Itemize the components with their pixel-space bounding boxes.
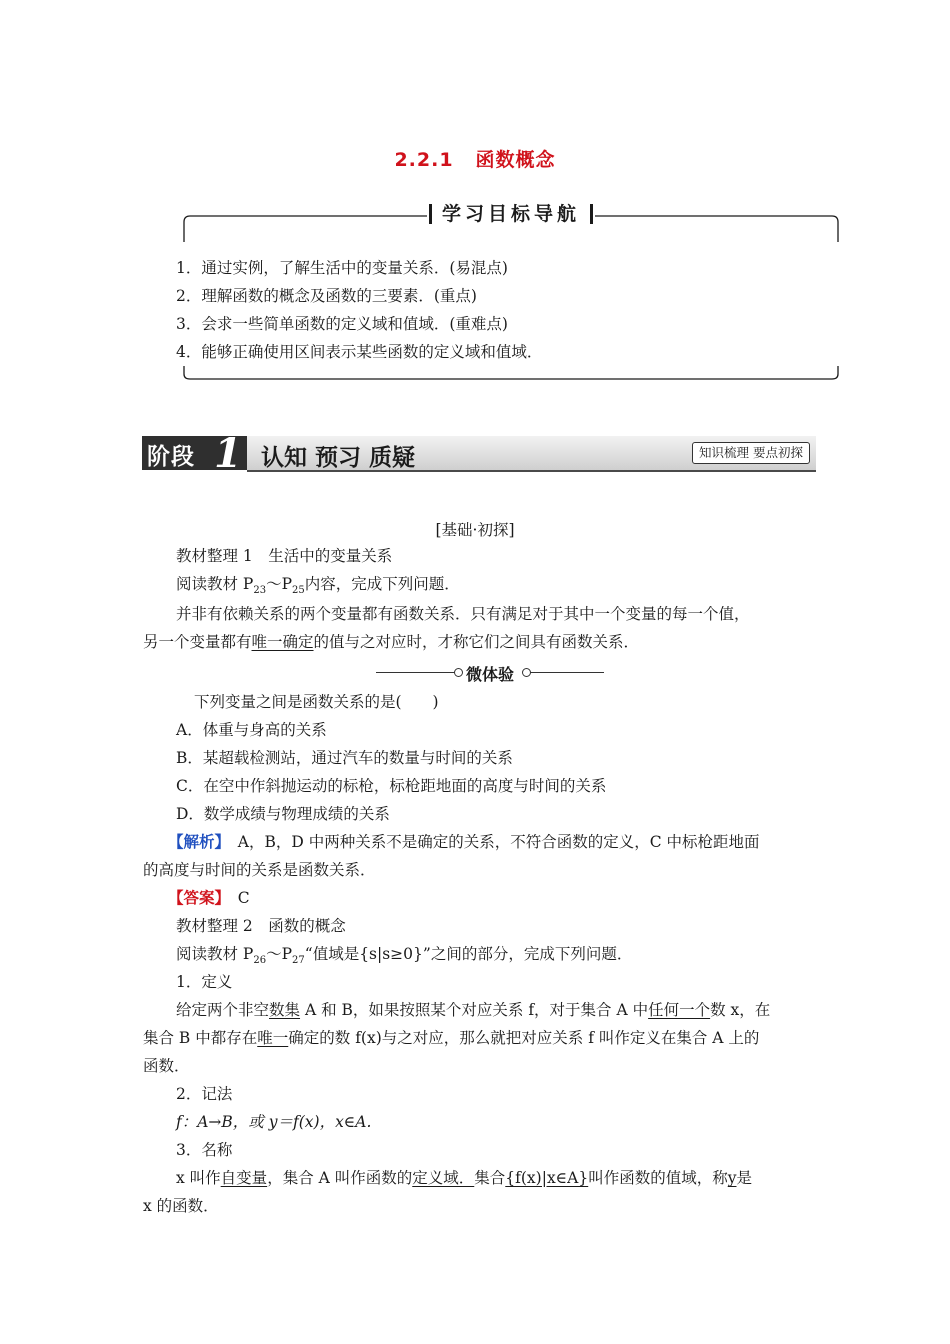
definition-line3: 函数． [143,1057,190,1075]
definition-heading: 1．定义 [176,973,233,991]
text-span: 集合 [474,1169,506,1187]
read-prefix: 阅读教材 P [176,575,254,593]
option-b: B．某超载检测站，通过汽车的数量与时间的关系 [176,749,513,767]
text-span: 的值与之对应时，才称它们之间具有函数关系． [313,633,640,651]
section-title-text: 函数概念 [475,149,556,171]
stage-label-block [142,430,247,477]
underlined-term: {f(x)|x∈A} [505,1169,589,1187]
underlined-term: 自变量 [220,1169,268,1187]
page-sub: 25 [292,585,305,597]
notation-heading: 2．记法 [176,1085,233,1103]
objective-item: 3．会求一些简单函数的定义域和值域．(重难点) [176,315,508,333]
read-mid: ～P [266,575,293,593]
text-span: 确定的数 f(x)与之对应，那么就把对应关系 f 叫作定义在集合 A 上的 [288,1029,760,1047]
definition-line2 [143,1028,759,1048]
read-suffix: “值域是{s|s≥0}”之间的部分，完成下列问题． [304,945,633,963]
text-span: 叫作函数的值域，称 [588,1169,728,1187]
micro-question: 下列变量之间是函数关系的是( ) [194,693,439,711]
stage-title: 认知 预习 质疑 [261,445,416,471]
text-span: 给定两个非空 [176,1001,270,1019]
naming-line2: x 的函数． [143,1197,219,1215]
naming-heading: 3．名称 [176,1141,233,1159]
stage-tag: 知识梳理 要点初探 [692,442,810,464]
material1-title: 教材整理 1 生活中的变量关系 [176,547,393,565]
underlined-term: 数集 [269,1001,301,1019]
stage-number: 1 [214,430,242,477]
objective-item: 1．通过实例，了解生活中的变量关系．(易混点) [176,259,508,277]
answer-tag: 【答案】 [168,888,223,907]
objective-item: 4．能够正确使用区间表示某些函数的定义域和值域． [176,343,543,361]
option-a: A．体重与身高的关系 [176,721,327,739]
page-sub: 26 [253,955,267,967]
micro-label: 微体验 [466,665,515,684]
basics-label: [基础·初探] [435,521,515,539]
underlined-term: 唯一确定 [251,633,314,651]
stage-title-block [247,436,816,472]
underlined-term: 唯一 [257,1029,289,1047]
answer-line [168,888,250,908]
material1-para-line1: 并非有依赖关系的两个变量都有函数关系．只有满足对于其中一个变量的每一个值， [176,605,750,623]
text-span: A 和 B，如果按照某个对应关系 f，对于集合 A 中 [300,1001,649,1019]
material2-title: 教材整理 2 函数的概念 [176,917,346,935]
text-span: 数 x，在 [710,1001,771,1019]
analysis-line1 [168,832,760,852]
page-sub: 27 [292,955,305,967]
underlined-term: 定义域． [412,1169,475,1187]
micro-divider [376,662,604,684]
section-title [0,145,950,172]
naming-line1 [176,1168,752,1188]
divider-line [530,672,604,673]
underlined-term: 任何一个 [648,1001,711,1019]
read-suffix: 内容，完成下列问题． [304,575,460,593]
objectives-heading: 学习目标导航 [427,200,595,228]
text-span: 是 [736,1169,753,1187]
text-span: 另一个变量都有 [143,633,252,651]
section-number: 2.2.1 [394,149,454,171]
read-prefix: 阅读教材 P [176,945,254,963]
option-c: C．在空中作斜抛运动的标枪，标枪距地面的高度与时间的关系 [176,777,607,795]
material1-para-line2 [143,632,639,652]
text-span: x 叫作 [176,1169,221,1187]
underlined-term: y [727,1169,737,1187]
stage-word: 阶段 [147,444,195,470]
material1-reading [176,574,460,601]
option-d: D．数学成绩与物理成绩的关系 [176,805,390,823]
analysis-line2: 的高度与时间的关系是函数关系． [143,861,376,879]
objective-item: 2．理解函数的概念及函数的三要素．(重点) [176,287,477,305]
stage-banner [142,430,816,477]
answer-value: C [222,889,250,907]
divider-dot [454,668,463,677]
text-span: ，集合 A 叫作函数的 [267,1169,413,1187]
material2-reading [176,944,632,971]
read-mid: ～P [266,945,293,963]
analysis-tag: 【解析】 [168,832,223,851]
definition-line1 [176,1000,770,1020]
text-span: A，B，D 中两种关系不是确定的关系，不符合函数的定义，C 中标枪距地面 [222,833,760,851]
text-span: 集合 B 中都存在 [143,1029,258,1047]
divider-line [376,672,456,673]
notation-formula: f：A→B，或 y＝f(x)，x∈A. [176,1113,372,1131]
page-sub: 23 [253,585,267,597]
